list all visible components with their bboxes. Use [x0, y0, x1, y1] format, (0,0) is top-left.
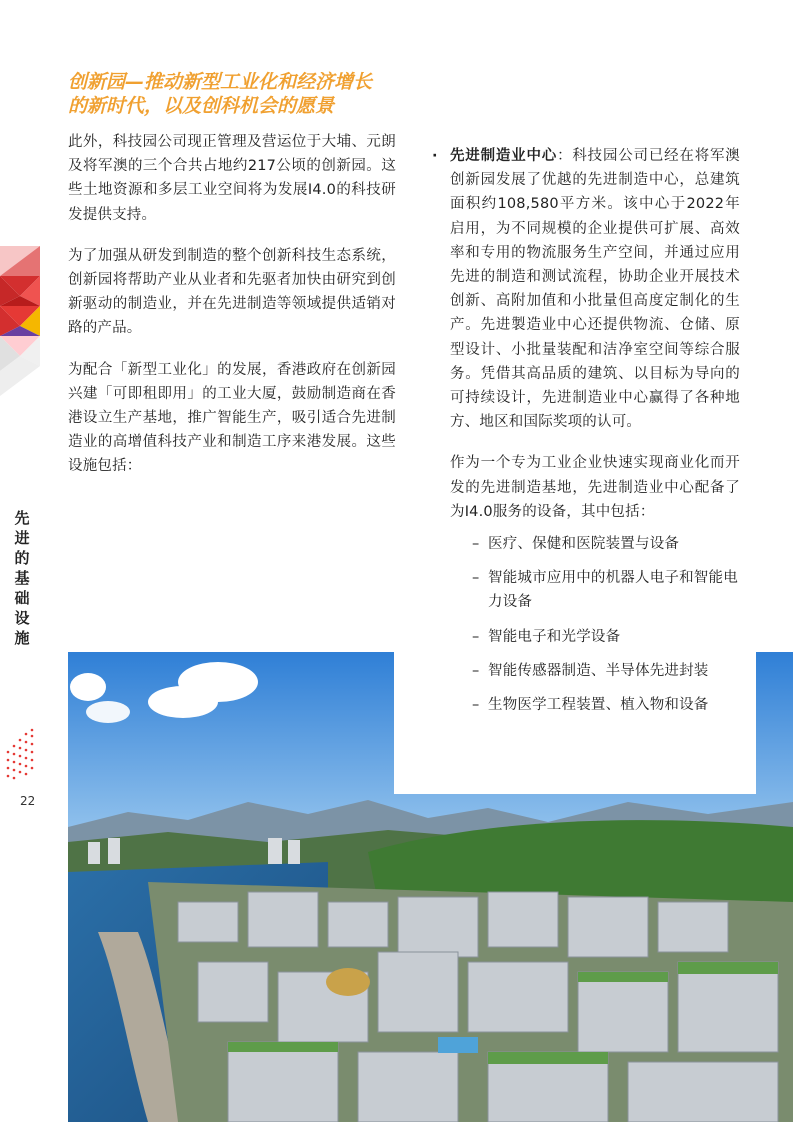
page-number: 22: [20, 794, 36, 808]
intro-paragraph: 作为一个专为工业企业快速实现商业化而开发的先进制造基地，先进制造业中心配备了为I4.0服务的设备，其中包括：: [450, 455, 740, 520]
bullet-item-amc: [432, 144, 740, 434]
list-item: – 智能城市应用中的机器人电子和智能电力设备: [472, 566, 740, 614]
right-column: [432, 144, 740, 727]
vertical-char: 的: [14, 549, 30, 567]
equipment-list: [432, 532, 740, 717]
decorative-triangle-pattern: [0, 246, 40, 396]
section-heading: [68, 70, 408, 118]
vertical-section-title: [12, 508, 32, 648]
paragraph-1: 此外，科技园公司现正管理及营运位于大埔、元朗及将军澳的三个合共占地约217公顷的创新园。这些土地资源和多层工业空间将为发展I4.0的科技研发提供支持。: [68, 134, 396, 223]
bullet-title: 先进制造业中心: [450, 148, 558, 164]
paragraph-2: 为了加强从研发到制造的整个创新科技生态系统，创新园将帮助产业从业者和先驱者加快由研究到创新驱动的制造业，并在先进制造等领域提供适销对路的产品。: [68, 247, 396, 337]
vertical-char: 施: [14, 629, 30, 647]
heading-line-1: 创新园—推动新型工业化和经济增长: [68, 71, 373, 93]
vertical-char: 设: [14, 609, 30, 627]
list-item: – 智能电子和光学设备: [472, 625, 740, 649]
bullet-separator: ：: [557, 148, 573, 164]
vertical-char: 基: [14, 569, 30, 587]
vertical-char: 础: [14, 589, 30, 607]
list-item: – 生物医学工程装置、植入物和设备: [472, 693, 740, 717]
left-column: [68, 130, 396, 496]
vertical-char: 先: [14, 509, 30, 527]
vertical-char: 进: [14, 529, 30, 547]
heading-line-2: 的新时代，以及创科机会的愿景: [68, 95, 335, 117]
paragraph-3: 为配合「新型工业化」的发展，香港政府在创新园兴建「可即租即用」的工业大厦，鼓励制造商在香港设立生产基地，推广智能生产，吸引适合先进制造业的高增值科技产业和制造工序来港发展。这些设施包括：: [68, 361, 396, 475]
list-item: – 医疗、保健和医院装置与设备: [472, 532, 740, 556]
bullet-text: 科技园公司已经在将军澳创新园发展了优越的先进制造中心，总建筑面积约108,580平方米。该中心于2022年启用，为不同规模的企业提供可扩展、高效率和专用的物流服务生产空间，并通过应用先进的制造和测试流程，协助企业开展技术创新、高附加值和小批量但高度定制化的生产。先进製造业中心还提供物流、仓储、原型设计、小批量装配和洁净室空间等综合服务。凭借其高品质的建筑、以目标为导向的可持续设计，先进制造业中心赢得了各种地方、地区和国际奖项的认可。: [450, 148, 740, 431]
decorative-dot-pattern: [0, 726, 40, 782]
bullet-marker: ·: [432, 148, 438, 164]
list-item: – 智能传感器制造、半导体先进封装: [472, 659, 740, 683]
